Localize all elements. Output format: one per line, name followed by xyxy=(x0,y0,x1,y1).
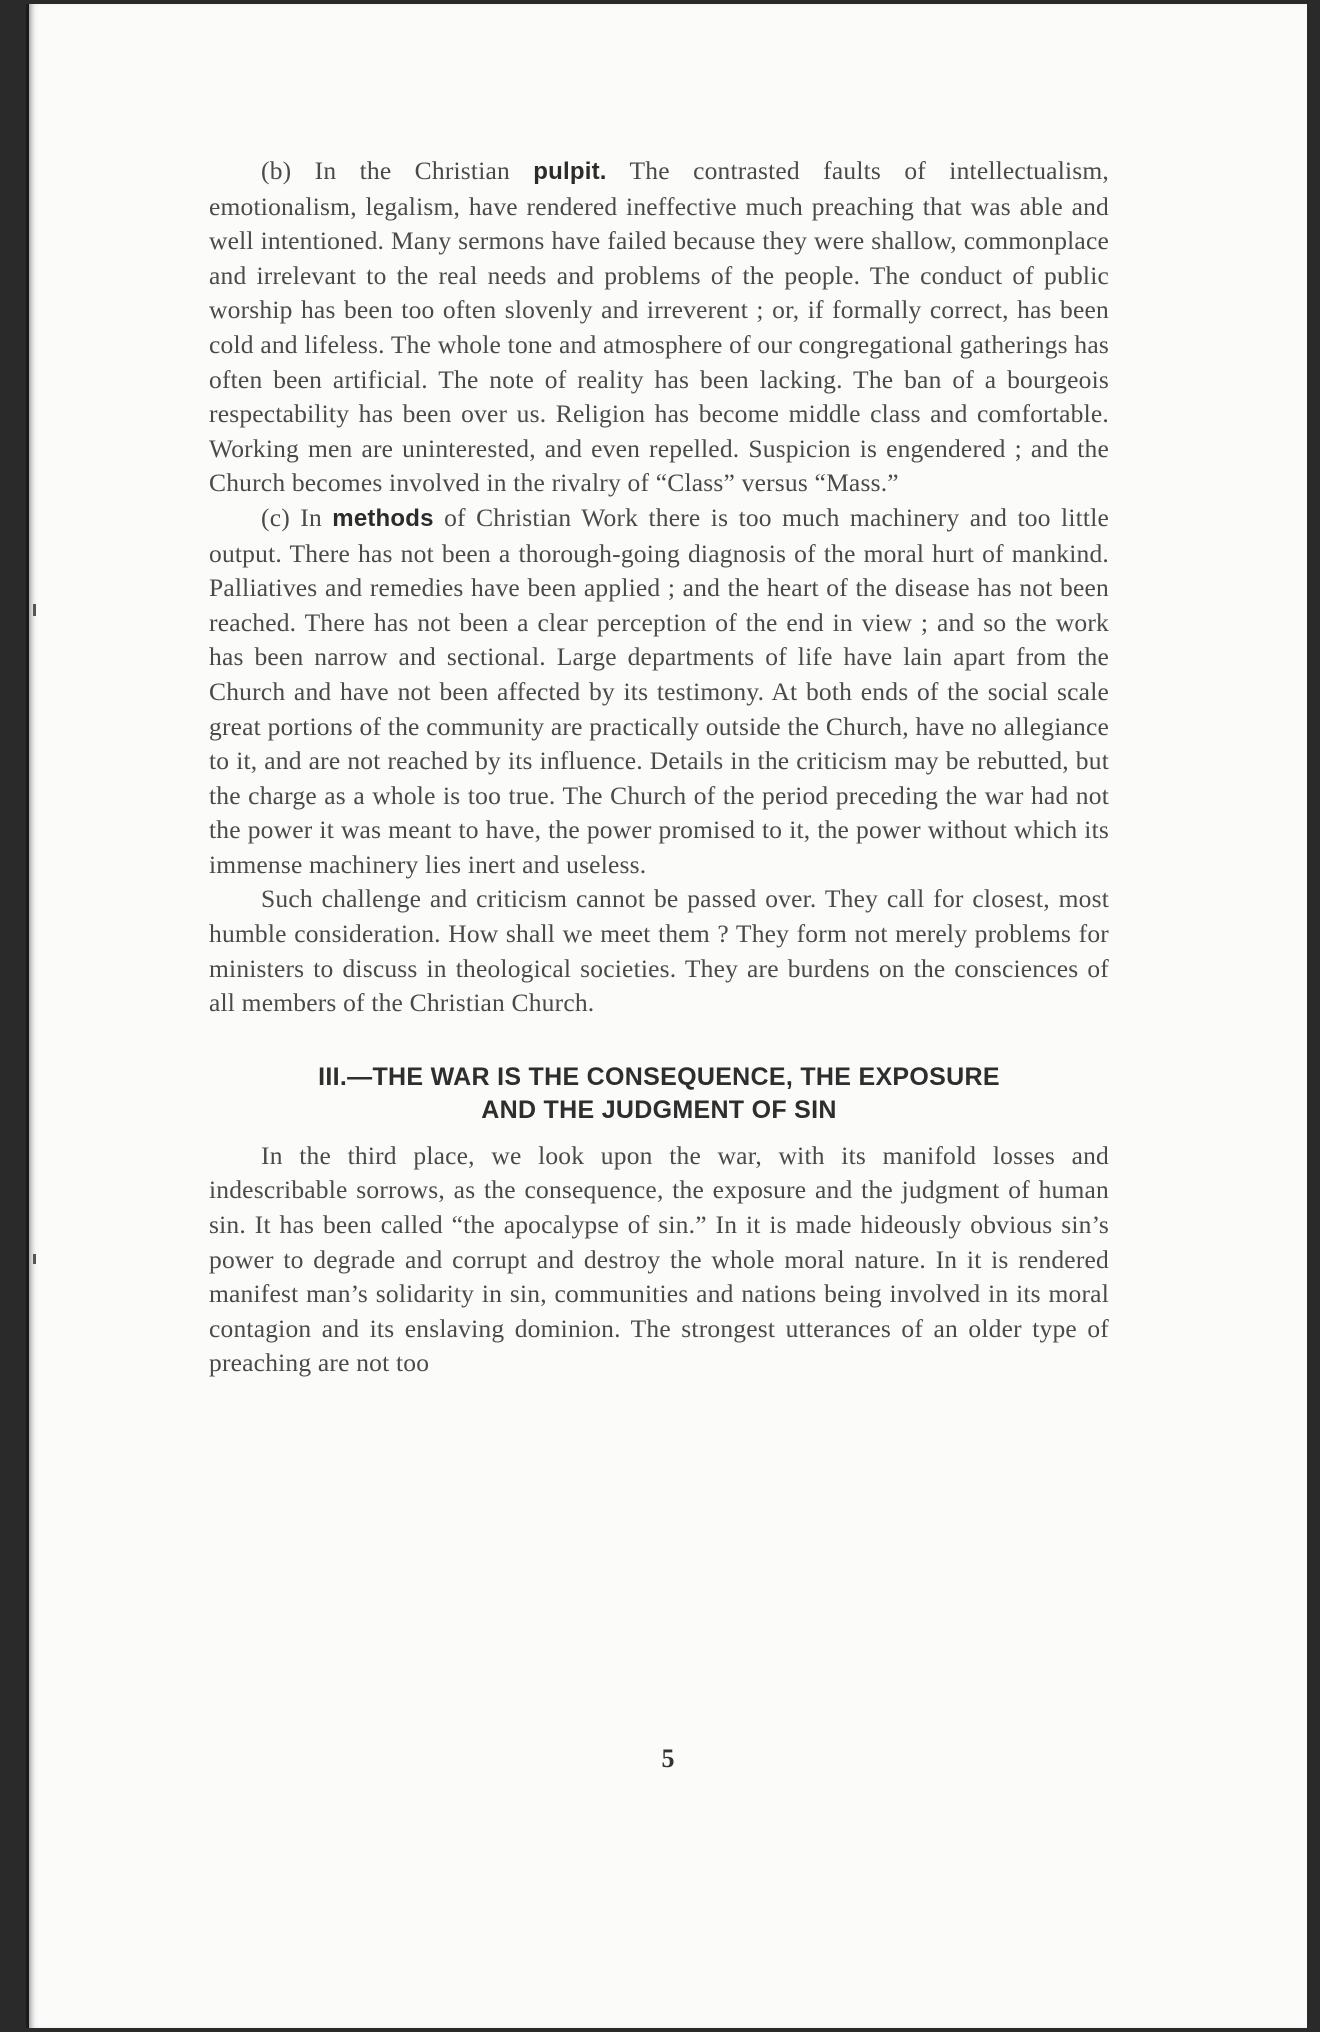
section-heading xyxy=(209,1061,1109,1127)
paragraph-pulpit xyxy=(209,154,1109,501)
paragraph-text: of Christian Work there is too much machinery and too little output. There has not been a thorough-going diagnosis of the moral hurt of mankind. Palliatives and remedies have been applied ; and the heart of the disease has not been reached. There has not been a clear perception of the end in view ; and so the work has been narrow and sectional. Large departments of life have lain apart from the Church and have not been affected by its testimony. At both ends of the social scale great portions of the community are practically outside the Church, have no allegiance to it, and are not reached by its influence. Details in the criticism may be rebutted, but the charge as a whole is too true. The Church of the period preceding the war had not the power it was meant to have, the power promised to it, the power without which its immense machinery lies inert and useless. xyxy=(209,502,1109,879)
paragraph-third-place: In the third place, we look upon the war, with its manifold losses and indescribable sorrows, as the consequence, the exposure and the judgment of human sin. It has been called “the apocalypse of sin.” In it is made hideously obvious sin’s power to degrade and corrupt and destroy the whole moral nature. In it is rendered manifest man’s solidarity in sin, communities and nations being involved in its moral contagion and its enslaving dominion. The strongest utterances of an older type of preaching are not too xyxy=(209,1140,1109,1378)
bold-term-pulpit: pulpit. xyxy=(533,158,607,185)
paragraph-text: The contrasted faults of intellectualism, emotionalism, legalism, have rendered ineffective much preaching that was able and well intentioned. Many sermons have failed because they were shallow, commonplace and irrelevant to the real needs and problems of the people. The conduct of public worship has been too often slovenly and irreverent ; or, if formally correct, has been cold and lifeless. The whole tone and atmosphere of our congregational gatherings has often been artificial. The note of reality has been lacking. The ban of a bourgeois respectability has been over us. Religion has become middle class and comfortable. Working men are uninterested, and even repelled. Suspicion is engendered ; and the Church becomes involved in the rivalry of “Class” versus “Mass.” xyxy=(209,156,1109,498)
document-page xyxy=(26,4,1307,2028)
paragraph-challenge: Such challenge and criticism cannot be passed over. They call for closest, most humble consideration. How shall we meet them ? They form not merely problems for ministers to discuss in theological societies. They are burdens on the consciences of all members of the Christian Church. xyxy=(209,884,1109,1018)
paragraph-marker: (b) In the Christian xyxy=(261,156,534,185)
body-text xyxy=(209,154,1109,1381)
paragraph-marker: (c) In xyxy=(261,502,333,532)
margin-mark xyxy=(33,1254,36,1264)
paragraph-methods xyxy=(209,501,1109,883)
section-heading-line-2: AND THE JUDGMENT OF SIN xyxy=(481,1095,837,1124)
bold-term-methods: methods xyxy=(332,504,434,532)
margin-mark xyxy=(33,604,36,616)
section-heading-line-1: III.—THE WAR IS THE CONSEQUENCE, THE EXPOSURE xyxy=(318,1062,1000,1091)
page-number: 5 xyxy=(661,1744,675,1773)
